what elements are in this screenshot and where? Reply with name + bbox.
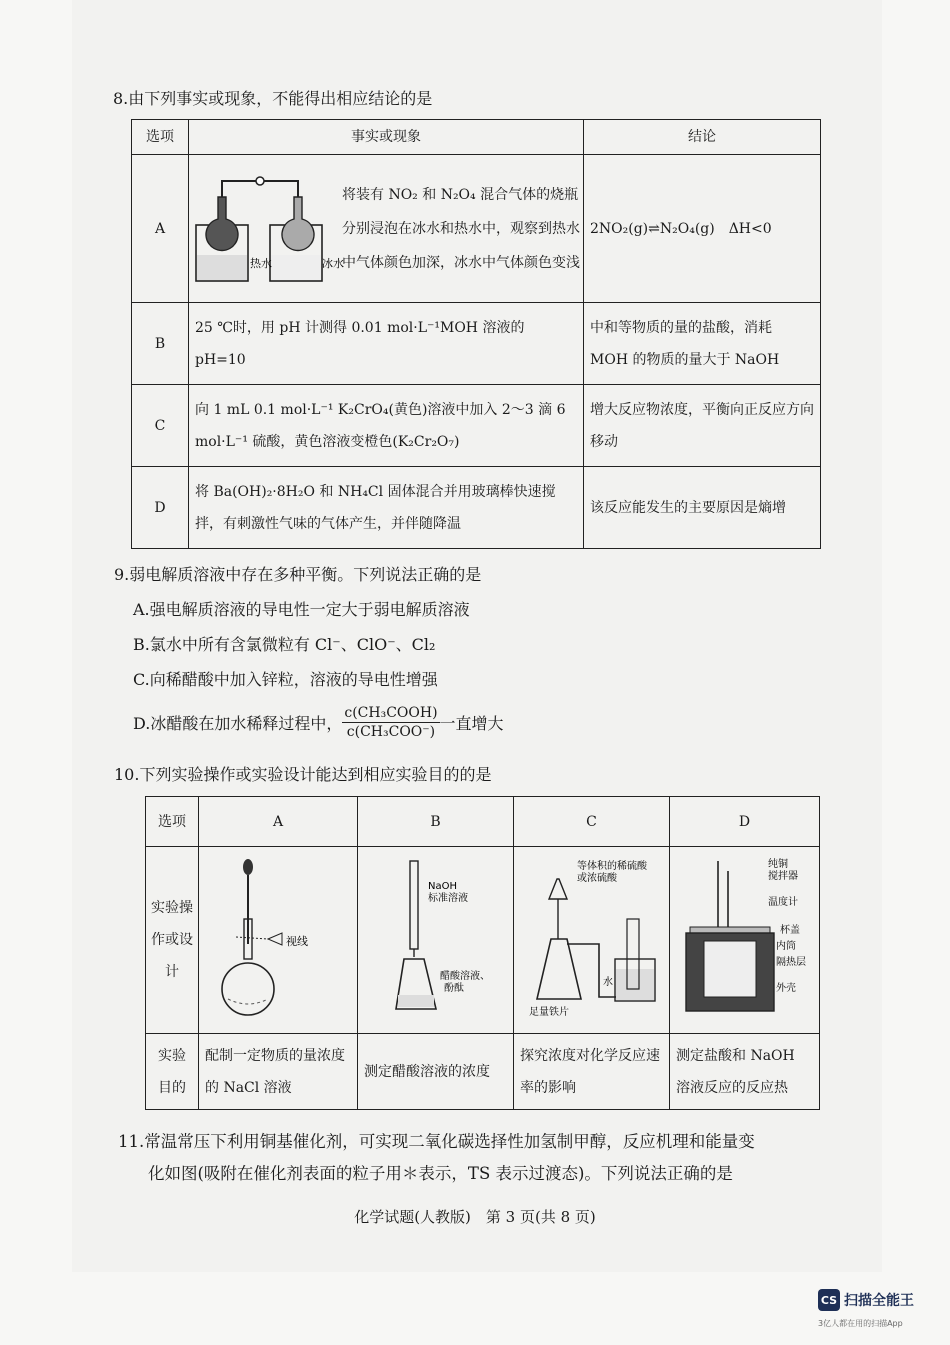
reaction-rate-diagram	[519, 849, 664, 1019]
q9-option-d-tail: 一直增大	[439, 714, 504, 733]
q8-row-b-fact: 25 ℃时，用 pH 计测得 0.01 mol·L⁻¹MOH 溶液的 pH=10	[189, 303, 584, 385]
q9-option-d-text: D.冰醋酸在加水稀释过程中，	[133, 714, 343, 733]
q10-purpose-d: 测定盐酸和 NaOH 溶液反应的反应热	[670, 1034, 820, 1110]
q8-row-d-option: D	[132, 467, 189, 549]
sight-line-label: 视线	[286, 935, 308, 948]
stirrer-label-2: 搅拌器	[768, 871, 798, 882]
sulfuric-acid-label: 等体积的稀硫酸	[577, 861, 647, 872]
q8-header-conclusion: 结论	[584, 120, 821, 155]
q10-design-b	[358, 847, 514, 1034]
q11-line-2: 化如图(吸附在催化剂表面的粒子用＊表示，TS 表示过渡态)。下列说法正确的是	[148, 1164, 733, 1183]
inner-cup-label: 内筒	[776, 941, 796, 952]
q8-table	[131, 119, 821, 549]
q9-option-a: A.强电解质溶液的导电性一定大于弱电解质溶液	[133, 600, 470, 619]
q10-header-c: C	[514, 797, 670, 847]
q10-purpose-c: 探究浓度对化学反应速率的影响	[514, 1034, 670, 1110]
acetic-acid-label: 醋酸溶液、	[439, 971, 490, 982]
q8-stem: 8.由下列事实或现象，不能得出相应结论的是	[113, 89, 433, 108]
q10-purpose-b: 测定醋酸溶液的浓度	[358, 1034, 514, 1110]
hot-water-label: 热水	[250, 256, 272, 270]
q10-design-c	[514, 847, 670, 1034]
q9-option-d	[133, 704, 504, 741]
q10-purpose-a: 配制一定物质的量浓度的 NaCl 溶液	[199, 1034, 358, 1110]
q8-row-c-option: C	[132, 385, 189, 467]
q10-design-a	[199, 847, 358, 1034]
q8-row-d-fact: 将 Ba(OH)₂·8H₂O 和 NH₄Cl 固体混合并用玻璃棒快速搅拌，有刺激性气味的气体产生，并伴随降温	[189, 467, 584, 549]
q10-header-d: D	[670, 797, 820, 847]
q8-header-fact: 事实或现象	[189, 120, 584, 155]
scanner-logo-icon: CS	[818, 1289, 840, 1311]
q8-row-a-option: A	[132, 155, 189, 303]
stirrer-label: 纯铜	[768, 859, 788, 870]
q10-header-b: B	[358, 797, 514, 847]
q11-line-1: 11.常温常压下利用铜基催化剂，可实现二氧化碳选择性加氢制甲醇，反应机理和能量变	[118, 1132, 755, 1151]
naoh-label: NaOH	[427, 881, 457, 892]
q10-header-option: 选项	[146, 797, 199, 847]
titration-diagram	[366, 849, 506, 1019]
q9-option-c: C.向稀醋酸中加入锌粒，溶液的导电性增强	[133, 670, 438, 689]
scanner-tagline: 3亿人都在用的扫描App	[818, 1319, 903, 1328]
q8-header-option: 选项	[132, 120, 189, 155]
water-label: 水	[603, 977, 613, 988]
q9-fraction-numerator: c(CH₃COOH)	[344, 705, 438, 721]
cold-water-label: 冰水	[322, 256, 344, 270]
q9-stem: 9.弱电解质溶液中存在多种平衡。下列说法正确的是	[114, 565, 482, 584]
q10-header-a: A	[199, 797, 358, 847]
q8-row-d-conclusion: 该反应能发生的主要原因是熵增	[584, 467, 821, 549]
q8-row-b-option: B	[132, 303, 189, 385]
insulation-label: 隔热层	[776, 957, 806, 968]
q10-stem: 10.下列实验操作或实验设计能达到相应实验目的的是	[114, 765, 492, 784]
q8-row-c-conclusion: 增大反应物浓度，平衡向正反应方向移动	[584, 385, 821, 467]
shell-label: 外壳	[776, 983, 796, 994]
q9-option-b: B.氯水中所有含氯微粒有 Cl⁻、ClO⁻、Cl₂	[133, 635, 436, 654]
thermometer-label: 温度计	[768, 897, 798, 908]
q10-table	[145, 796, 820, 1110]
phenolphthalein-label: 酚酞	[443, 983, 464, 994]
concentrated-acid-label: 或浓硫酸	[577, 873, 617, 884]
q9-fraction-denominator: c(CH₃COO⁻)	[346, 724, 436, 740]
scanner-brand	[818, 1289, 914, 1311]
standard-solution-label: 标准溶液	[427, 893, 468, 904]
calorimeter-diagram	[672, 849, 817, 1019]
page-footer: 化学试题(人教版) 第 3 页(共 8 页)	[354, 1208, 596, 1226]
q10-design-d	[670, 847, 820, 1034]
q10-design-label: 实验操作或设计	[146, 847, 199, 1034]
no2-flask-diagram	[190, 169, 344, 289]
q8-row-a-conclusion: 2NO₂(g)⇌N₂O₄(g) ΔH<0	[584, 155, 821, 303]
scanner-brand-name: 扫描全能王	[844, 1293, 914, 1309]
q8-row-a-fact: 将装有 NO₂ 和 N₂O₄ 混合气体的烧瓶分别浸泡在冰水和热水中，观察到热水中气体颜色加深，冰水中气体颜色变浅	[342, 186, 580, 271]
volumetric-flask-diagram	[208, 849, 348, 1019]
q8-row-b-conclusion: 中和等物质的量的盐酸，消耗 MOH 的物质的量大于 NaOH	[584, 303, 821, 385]
q8-row-c-fact: 向 1 mL 0.1 mol·L⁻¹ K₂CrO₄(黄色)溶液中加入 2～3 滴 6 mol·L⁻¹ 硫酸，黄色溶液变橙色(K₂Cr₂O₇)	[189, 385, 584, 467]
iron-label: 足量铁片	[529, 1007, 569, 1018]
q9-fraction	[342, 704, 439, 741]
q10-purpose-label: 实验目的	[146, 1034, 199, 1110]
q8-row-a-fact-cell	[189, 155, 584, 303]
lid-label: 杯盖	[780, 925, 800, 936]
